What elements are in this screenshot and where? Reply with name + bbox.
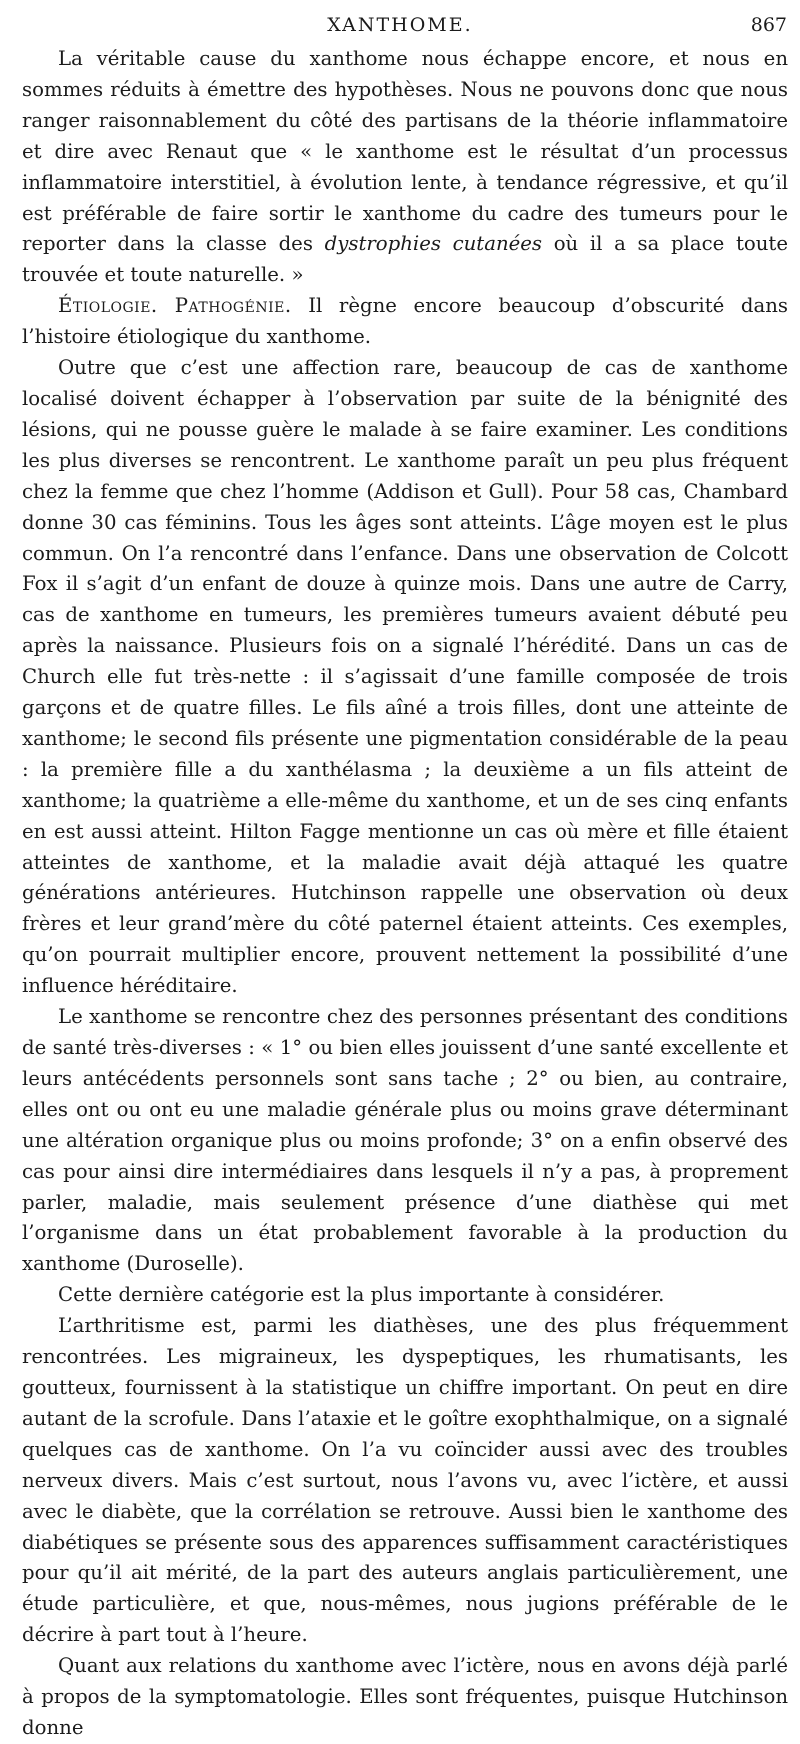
paragraph-6: L’arthritisme est, parmi les diathèses, une des plus fréquemment rencontrées. Les migraineux, les dyspeptiques, les rhumatisants, les goutteux, fournissent à la statistique un chiffre important. On peut en dire autant de la scrofule. Dans l’ataxie et le goître exophthalmique, on a signalé quelques cas de xanthome. On l’a vu coïncider aussi avec des troubles nerveux divers. Mais c’est surtout, nous l’avons vu, avec l’ictère, et aussi avec le diabète, que la corrélation se retrouve. Aussi bien le xanthome des diabétiques se présente sous des apparences suffisamment caractéristiques pour qu’il ait mérité, de la part des auteurs anglais particulièrement, une étude particulière, et que, nous-mêmes, nous jugions préférable de le décrire à part tout à l’heure. xyxy=(22,1314,788,1647)
page-number: 867 xyxy=(750,14,787,36)
running-title: XANTHOME. xyxy=(327,14,473,36)
page-header xyxy=(0,14,800,42)
section-heading-paragraph xyxy=(22,291,788,353)
paragraph-text: La véritable cause du xanthome nous échappe encore, et nous en sommes réduits à émettre des hypothèses. Nous ne pouvons donc que nous ranger raisonnablement du côté des partisans de la théorie inflammatoire et dire avec Renaut que « le xanthome est le résultat d’un processus inflammatoire interstitiel, à évolution lente, à tendance régressive, et qu’il est préférable de faire sortir le xanthome du cadre des tumeurs pour le reporter dans la classe des xyxy=(22,47,788,256)
paragraph-4: Le xanthome se rencontre chez des personnes présentant des conditions de santé très-diverses : « 1° ou bien elles jouissent d’une santé excellente et leurs antécédents personnels sont sans tache ; 2° ou bien, au contraire, elles ont ou ont eu une maladie générale plus ou moins grave déterminant une altération organique plus ou moins profonde; 3° on a enfin observé des cas pour ainsi dire intermédiaires dans lesquels il n’y a pas, à proprement parler, maladie, mais seulement présence d’une diathèse qui met l’organisme dans un état probablement favorable à la production du xanthome (Duroselle). xyxy=(22,1005,788,1276)
paragraph-text: où il a sa place toute trouvée et toute naturelle. » xyxy=(22,232,788,287)
paragraph-5: Cette dernière catégorie est la plus importante à considérer. xyxy=(58,1283,665,1307)
paragraph-1 xyxy=(22,44,788,291)
body-text xyxy=(22,44,788,1744)
paragraph-3: Outre que c’est une affection rare, beaucoup de cas de xanthome localisé doivent échapper à l’observation par suite de la bénignité des lésions, qui ne pousse guère le malade à se faire examiner. Les conditions les plus diverses se rencontrent. Le xanthome paraît un peu plus fréquent chez la femme que chez l’homme (Addison et Gull). Pour 58 cas, Chambard donne 30 cas féminins. Tous les âges sont atteints. L’âge moyen est le plus commun. On l’a rencontré dans l’enfance. Dans une observation de Colcott Fox il s’agit d’un enfant de douze à quinze mois. Dans une autre de Carry, cas de xanthome en tumeurs, les premières tumeurs avaient débuté peu après la naissance. Plusieurs fois on a signalé l’hérédité. Dans un cas de Church elle fut très-nette : il s’agissait d’une famille composée de trois garçons et de quatre filles. Le fils aîné a trois filles, dont une atteinte de xanthome; le second fils présente une pigmentation considérable de la peau : la première fille a du xanthélasma ; la deuxième a un fils atteint de xanthome; la quatrième a elle-même du xanthome, et un de ses cinq enfants en est aussi atteint. Hilton Fagge mentionne un cas où mère et fille étaient atteintes de xanthome, et la maladie avait déjà attaqué les quatre générations antérieures. Hutchinson rappelle une observation où deux frères et leur grand’mère du côté paternel étaient atteints. Ces exemples, qu’on pourrait multiplier encore, prouvent nettement la possibilité d’une influence héréditaire. xyxy=(22,356,788,998)
paragraph-text: Il règne encore beaucoup d’obscurité dans l’histoire étiologique du xanthome. xyxy=(22,294,789,349)
section-heading: Étiologie. Pathogénie. xyxy=(58,294,292,318)
paragraph-7: Quant aux relations du xanthome avec l’ictère, nous en avons déjà parlé à propos de la symptomatologie. Elles sont fréquentes, puisque Hutchinson donne xyxy=(22,1654,788,1739)
italic-term: dystrophies cutanées xyxy=(324,232,543,256)
